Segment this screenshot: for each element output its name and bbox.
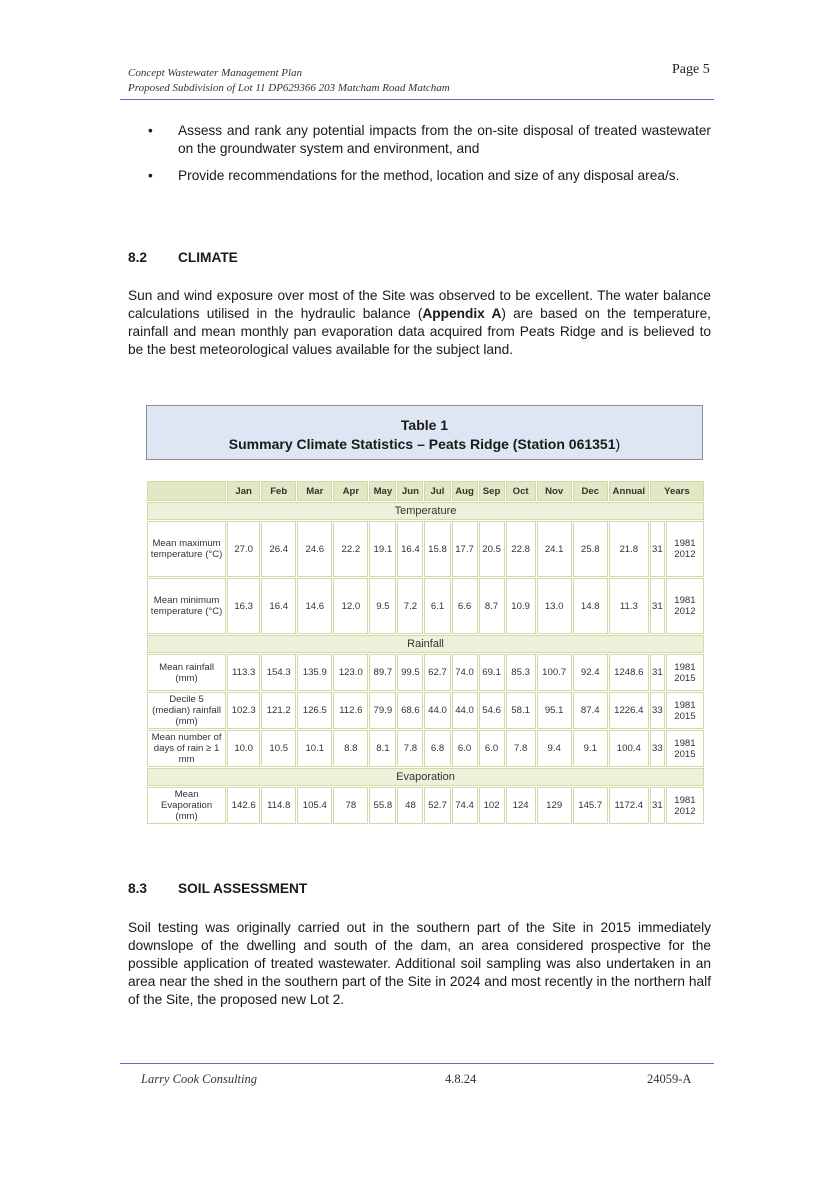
row-label: Mean maximum temperature (°C) xyxy=(147,521,226,577)
table-cell: 9.5 xyxy=(369,578,396,634)
table-cell: 6.6 xyxy=(452,578,478,634)
table-cell: 85.3 xyxy=(506,654,536,691)
table-row xyxy=(147,692,704,729)
table-cell: 44.0 xyxy=(452,692,478,729)
table-cell: 10.0 xyxy=(227,730,260,767)
row-label: Mean Evaporation (mm) xyxy=(147,787,226,824)
table-cell: 87.4 xyxy=(573,692,608,729)
column-header: Feb xyxy=(261,481,296,501)
table-number: Table 1 xyxy=(400,417,449,433)
table-cell: 16.4 xyxy=(397,521,423,577)
column-header: Oct xyxy=(506,481,536,501)
row-label: Mean minimum temperature (°C) xyxy=(147,578,226,634)
header-rule xyxy=(120,99,714,100)
table-cell: 16.4 xyxy=(261,578,296,634)
table-cell: 113.3 xyxy=(227,654,260,691)
row-label: Mean number of days of rain ≥ 1 mm xyxy=(147,730,226,767)
table-cell: 25.8 xyxy=(573,521,608,577)
table-cell: 102 xyxy=(479,787,505,824)
section-title: CLIMATE xyxy=(178,250,238,265)
table-cell: 124 xyxy=(506,787,536,824)
column-header: Jan xyxy=(227,481,260,501)
table-cell: 17.7 xyxy=(452,521,478,577)
table-cell: 9.4 xyxy=(537,730,572,767)
table-cell: 105.4 xyxy=(297,787,332,824)
table-cell: 112.6 xyxy=(333,692,368,729)
footer-reference: 24059-A xyxy=(647,1072,692,1086)
table-cell: 68.6 xyxy=(397,692,423,729)
column-header xyxy=(147,481,226,501)
table-cell: 6.1 xyxy=(424,578,450,634)
bullet-dot: • xyxy=(148,123,153,138)
table-cell: 74.0 xyxy=(452,654,478,691)
table-cell: 129 xyxy=(537,787,572,824)
table-cell: 7.8 xyxy=(397,730,423,767)
appendix-reference: Appendix A xyxy=(422,306,502,321)
table-cell: 52.7 xyxy=(424,787,450,824)
table-cell: 92.4 xyxy=(573,654,608,691)
table-cell: 1226.4 xyxy=(609,692,649,729)
table-row xyxy=(147,654,704,691)
climate-paragraph xyxy=(128,287,711,359)
table-cell: 126.5 xyxy=(297,692,332,729)
table-cell: 123.0 xyxy=(333,654,368,691)
column-header: Years xyxy=(650,481,704,501)
section-number: 8.2 xyxy=(128,250,148,265)
header-doc-subtitle: Proposed Subdivision of Lot 11 DP629366 203 Matcham Road Matcham xyxy=(128,82,450,94)
group-label: Rainfall xyxy=(147,635,704,653)
year-range-cell: 1981 2012 xyxy=(666,578,704,634)
table-cell: 22.2 xyxy=(333,521,368,577)
table-cell: 10.1 xyxy=(297,730,332,767)
table-cell: 79.9 xyxy=(369,692,396,729)
record-count-cell: 31 xyxy=(650,654,665,691)
year-range-cell: 1981 2015 xyxy=(666,692,704,729)
group-label: Temperature xyxy=(147,502,704,520)
para-text: Sun and wind exposure over most of the Site was observed to be excellent. The water balance calculations utilised in the hydraulic balance ( xyxy=(128,288,711,321)
bullet-item xyxy=(128,167,711,185)
table-cell: 14.8 xyxy=(573,578,608,634)
table-cell: 74.4 xyxy=(452,787,478,824)
bullet-dot: • xyxy=(148,168,153,183)
record-count-cell: 31 xyxy=(650,521,665,577)
table-cell: 1248.6 xyxy=(609,654,649,691)
page-number: Page 5 xyxy=(672,62,710,77)
table-cell: 6.0 xyxy=(452,730,478,767)
table-title-text: Summary Climate Statistics – Peats Ridge (Station 061351 xyxy=(228,436,616,452)
table-cell: 14.6 xyxy=(297,578,332,634)
table-cell: 58.1 xyxy=(506,692,536,729)
column-header: Nov xyxy=(537,481,572,501)
para-text: ) are based on the temperature, rainfall and mean monthly pan evaporation data acquired from Peats Ridge and is believed to be the best meteorological values available for the subject land. xyxy=(128,306,711,357)
table-cell: 15.8 xyxy=(424,521,450,577)
year-range-cell: 1981 2015 xyxy=(666,730,704,767)
table-header-row xyxy=(147,481,704,501)
column-header: Annual xyxy=(609,481,649,501)
group-header-row xyxy=(147,635,704,653)
column-header: Sep xyxy=(479,481,505,501)
table-cell: 48 xyxy=(397,787,423,824)
table-cell: 102.3 xyxy=(227,692,260,729)
table-cell: 11.3 xyxy=(609,578,649,634)
bullet-text: Assess and rank any potential impacts from the on-site disposal of treated wastewater on the groundwater system and environment, and xyxy=(178,123,711,156)
soil-paragraph: Soil testing was originally carried out in the southern part of the Site in 2015 immediately downslope of the dwelling and south of the dam, an area considered prospective for the possible application of treated wastewater. Additional soil sampling was also undertaken in an area near the shed in the southern part of the Site in 2024 and most recently in the northern half of the Site, the proposed new Lot 2. xyxy=(128,920,711,1007)
table-cell: 69.1 xyxy=(479,654,505,691)
row-label: Decile 5 (median) rainfall (mm) xyxy=(147,692,226,729)
table-row xyxy=(147,578,704,634)
table-cell: 1172.4 xyxy=(609,787,649,824)
column-header: Apr xyxy=(333,481,368,501)
bullet-item xyxy=(128,122,711,157)
table-cell: 24.6 xyxy=(297,521,332,577)
table-cell: 121.2 xyxy=(261,692,296,729)
table-title xyxy=(147,435,702,454)
record-count-cell: 31 xyxy=(650,578,665,634)
table-cell: 7.2 xyxy=(397,578,423,634)
table-cell: 99.5 xyxy=(397,654,423,691)
table-row xyxy=(147,787,704,824)
table-cell: 21.8 xyxy=(609,521,649,577)
group-label: Evaporation xyxy=(147,768,704,786)
table-cell: 142.6 xyxy=(227,787,260,824)
group-header-row xyxy=(147,502,704,520)
table-row xyxy=(147,730,704,767)
table-cell: 95.1 xyxy=(537,692,572,729)
table-cell: 145.7 xyxy=(573,787,608,824)
column-header: Mar xyxy=(297,481,332,501)
table-cell: 100.4 xyxy=(609,730,649,767)
footer-company: Larry Cook Consulting xyxy=(141,1072,257,1086)
table-cell: 13.0 xyxy=(537,578,572,634)
group-header-row xyxy=(147,768,704,786)
section-title: SOIL ASSESSMENT xyxy=(178,881,308,896)
column-header: Jun xyxy=(397,481,423,501)
table-cell: 6.8 xyxy=(424,730,450,767)
table-cell: 8.1 xyxy=(369,730,396,767)
record-count-cell: 33 xyxy=(650,692,665,729)
table-cell: 16.3 xyxy=(227,578,260,634)
table-cell: 62.7 xyxy=(424,654,450,691)
header-doc-title: Concept Wastewater Management Plan xyxy=(128,67,303,79)
climate-statistics-table xyxy=(146,480,705,825)
column-header: Jul xyxy=(424,481,450,501)
column-header: Dec xyxy=(573,481,608,501)
running-header xyxy=(128,66,450,96)
table-row xyxy=(147,521,704,577)
table-cell: 10.9 xyxy=(506,578,536,634)
row-label: Mean rainfall (mm) xyxy=(147,654,226,691)
table-cell: 100.7 xyxy=(537,654,572,691)
table-cell: 10.5 xyxy=(261,730,296,767)
table-cell: 19.1 xyxy=(369,521,396,577)
table-cell: 154.3 xyxy=(261,654,296,691)
year-range-cell: 1981 2012 xyxy=(666,787,704,824)
table-cell: 54.6 xyxy=(479,692,505,729)
table-cell: 89.7 xyxy=(369,654,396,691)
table-cell: 22.8 xyxy=(506,521,536,577)
table-cell: 6.0 xyxy=(479,730,505,767)
table-cell: 8.7 xyxy=(479,578,505,634)
table-cell: 12.0 xyxy=(333,578,368,634)
table-cell: 114.8 xyxy=(261,787,296,824)
column-header: Aug xyxy=(452,481,478,501)
table-cell: 135.9 xyxy=(297,654,332,691)
table-cell: 8.8 xyxy=(333,730,368,767)
column-header: May xyxy=(369,481,396,501)
footer-date: 4.8.24 xyxy=(445,1072,477,1086)
table-cell: 24.1 xyxy=(537,521,572,577)
year-range-cell: 1981 2012 xyxy=(666,521,704,577)
bullet-list xyxy=(128,122,711,195)
table-cell: 26.4 xyxy=(261,521,296,577)
section-heading-climate xyxy=(128,250,238,265)
table-title-paren: ) xyxy=(615,436,621,452)
table-cell: 9.1 xyxy=(573,730,608,767)
record-count-cell: 31 xyxy=(650,787,665,824)
table-cell: 78 xyxy=(333,787,368,824)
table-cell: 27.0 xyxy=(227,521,260,577)
table-cell: 55.8 xyxy=(369,787,396,824)
record-count-cell: 33 xyxy=(650,730,665,767)
footer-rule xyxy=(120,1063,714,1064)
table-cell: 7.8 xyxy=(506,730,536,767)
table-caption xyxy=(146,405,703,460)
table-cell: 20.5 xyxy=(479,521,505,577)
table-cell: 44.0 xyxy=(424,692,450,729)
year-range-cell: 1981 2015 xyxy=(666,654,704,691)
section-heading-soil xyxy=(128,881,307,896)
bullet-text: Provide recommendations for the method, location and size of any disposal area/s. xyxy=(178,168,680,183)
section-number: 8.3 xyxy=(128,881,148,896)
